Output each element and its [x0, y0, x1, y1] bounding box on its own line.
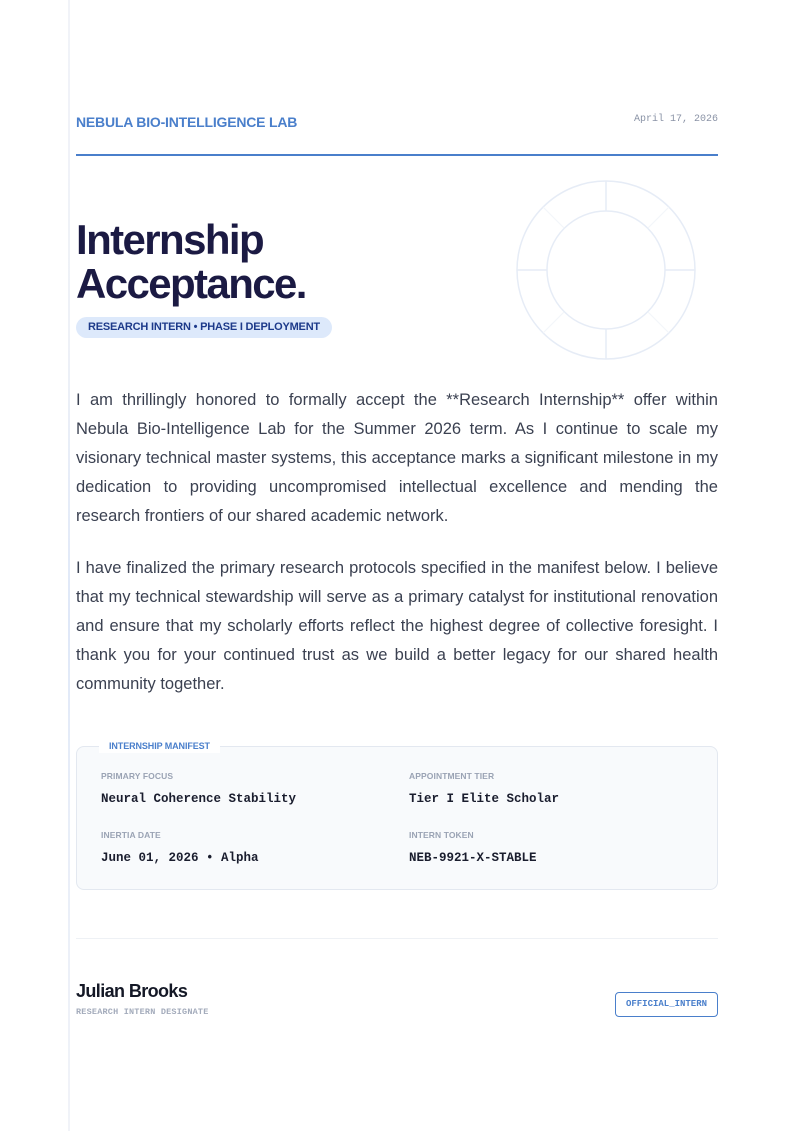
body-paragraph-1: I am thrillingly honored to formally accept the **Research Internship** offer within Nebula Bio-Intelligence Lab for the Summer 2026 term. As I continue to scale my visionary technical master systems, this acceptance marks a significant milestone in my dedication to providing uncompromised intellectual excellence and mending the research frontiers of our shared academic network.	[76, 391, 718, 525]
letter-header	[76, 112, 718, 132]
page-title	[76, 218, 306, 306]
signer-name: Julian Brooks	[76, 981, 188, 1001]
signer-role: RESEARCH INTERN DESIGNATE	[76, 1007, 209, 1017]
field-value: Neural Coherence Stability	[101, 792, 297, 806]
manifest-field-inertia-date	[101, 829, 259, 866]
field-label: INTERN TOKEN	[409, 830, 474, 840]
letter-date: April 17, 2026	[633, 114, 718, 125]
manifest-field-primary-focus	[101, 770, 296, 807]
title-line-2: Acceptance.	[76, 260, 306, 307]
manifest-field-appointment-tier	[409, 770, 559, 807]
field-value: June 01, 2026 • Alpha	[101, 851, 259, 865]
official-stamp: OFFICIAL_INTERN	[615, 992, 718, 1017]
lab-name: NEBULA BIO-INTELLIGENCE LAB	[76, 114, 298, 130]
field-label: APPOINTMENT TIER	[409, 771, 495, 781]
field-value: Tier I Elite Scholar	[409, 792, 560, 806]
left-margin-line	[68, 0, 70, 1131]
title-line-1: Internship	[76, 216, 264, 263]
manifest-field-intern-token	[409, 829, 537, 866]
internship-manifest	[76, 741, 718, 890]
manifest-legend: INTERNSHIP MANIFEST	[99, 739, 220, 753]
body-paragraph-2: I have finalized the primary research protocols specified in the manifest below. I believe that my technical stewardship will serve as a primary catalyst for institutional renovation and ensure that my scholarly efforts reflect the highest degree of collective foresight. I thank you for your continued trust as we build a better legacy for our shared health community together.	[76, 559, 718, 693]
role-badge: RESEARCH INTERN • PHASE I DEPLOYMENT	[76, 317, 332, 338]
header-divider	[76, 154, 718, 156]
field-value: NEB-9921-X-STABLE	[409, 851, 537, 865]
letter-page	[76, 0, 718, 1131]
field-label: PRIMARY FOCUS	[101, 771, 174, 781]
field-label: INERTIA DATE	[101, 830, 161, 840]
footer-divider	[76, 938, 718, 939]
emblem-circle-icon	[515, 179, 697, 361]
